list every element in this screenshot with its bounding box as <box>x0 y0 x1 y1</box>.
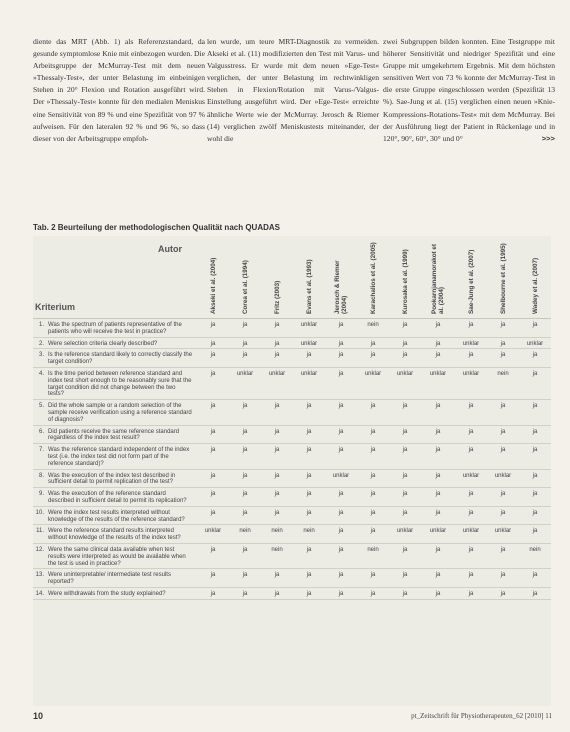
rating-cell: unklar <box>389 367 421 399</box>
rating-cell: ja <box>197 469 229 488</box>
table-row <box>33 488 551 507</box>
rating-cell: ja <box>229 425 261 444</box>
rating-cell: unklar <box>455 525 487 544</box>
author-name: Fritz (2003) <box>273 280 281 314</box>
table-row <box>33 367 551 399</box>
table-header-row <box>33 236 551 319</box>
criterion-text: Was the execution of the index test described in sufficient detail to permit replication of the test? <box>47 469 197 488</box>
rating-cell: ja <box>455 543 487 568</box>
rating-cell: ja <box>325 400 357 425</box>
rating-cell: nein <box>357 543 389 568</box>
criterion-text: Was the reference standard independent of the index test (i.e. the index test did not form part of the reference standard)? <box>47 444 197 469</box>
rating-cell: ja <box>293 569 325 588</box>
rating-cell: ja <box>519 425 551 444</box>
rating-cell: ja <box>487 337 519 349</box>
rating-cell: ja <box>261 319 293 338</box>
rating-cell: ja <box>519 569 551 588</box>
rating-cell: ja <box>197 543 229 568</box>
rating-cell: ja <box>455 569 487 588</box>
criterion-text: Did the whole sample or a random selection of the sample receive verification using a reference standard of diagnosis? <box>47 400 197 425</box>
rating-cell: nein <box>357 319 389 338</box>
rating-cell: ja <box>293 444 325 469</box>
criterion-text: Were selection criteria clearly described? <box>47 337 197 349</box>
rating-cell: ja <box>229 569 261 588</box>
rating-cell: ja <box>421 543 455 568</box>
rating-cell: ja <box>293 506 325 525</box>
rating-cell: ja <box>229 400 261 425</box>
criterion-number: 8. <box>33 469 47 488</box>
criterion-number: 1. <box>33 319 47 338</box>
rating-cell: ja <box>325 587 357 599</box>
rating-cell: ja <box>197 506 229 525</box>
rating-cell: ja <box>487 543 519 568</box>
rating-cell: ja <box>421 349 455 368</box>
table-row <box>33 587 551 599</box>
rating-cell: ja <box>325 506 357 525</box>
author-name: Evans et al. (1993) <box>305 259 313 314</box>
rating-cell: ja <box>455 349 487 368</box>
rating-cell: ja <box>229 319 261 338</box>
journal-footer: pt_Zeitschrift für Physiotherapeuten_62 [2010] 11 <box>411 712 552 720</box>
rating-cell: unklar <box>197 525 229 544</box>
rating-cell: ja <box>519 367 551 399</box>
autor-header-label: Autor <box>158 244 182 254</box>
criterion-text: Were uninterpretable/ intermediate test results reported? <box>47 569 197 588</box>
criterion-number: 6. <box>33 425 47 444</box>
criterion-text: Were withdrawals from the study explained? <box>47 587 197 599</box>
rating-cell: ja <box>487 425 519 444</box>
rating-cell: ja <box>455 400 487 425</box>
rating-cell: ja <box>325 569 357 588</box>
table-row <box>33 469 551 488</box>
rating-cell: ja <box>357 587 389 599</box>
rating-cell: ja <box>197 367 229 399</box>
rating-cell: unklar <box>293 367 325 399</box>
table-row <box>33 444 551 469</box>
rating-cell: ja <box>389 506 421 525</box>
rating-cell: ja <box>229 469 261 488</box>
criterion-number: 9. <box>33 488 47 507</box>
rating-cell: unklar <box>487 525 519 544</box>
rating-cell: ja <box>455 425 487 444</box>
rating-cell: ja <box>487 349 519 368</box>
quadas-table <box>33 236 551 600</box>
rating-cell: ja <box>389 349 421 368</box>
rating-cell: ja <box>325 488 357 507</box>
rating-cell: ja <box>389 319 421 338</box>
author-column-header <box>421 236 455 319</box>
text-paragraph: len wurde, um teure MRT-Diagnostik zu vermeiden. Akseki et al. (11) modifizierten den Test mit Varus- und Valgusstress. Er wurde mit dem neuen »Ege-Test« verglichen, der unter Belastung im rechtwinkligen Stehen in Flexion/Rotation mit Varus-/Valgus-Einstellung ausgeführt wird. Der »Ege-Test« erreichte ähnliche Werte wie der McMurray. Jerosch & Riemer (14) verglichen zwölf Meniskustests miteinander, der wohl die <box>207 37 379 143</box>
rating-cell: unklar <box>261 367 293 399</box>
rating-cell: ja <box>229 587 261 599</box>
rating-cell: ja <box>519 444 551 469</box>
rating-cell: ja <box>293 400 325 425</box>
rating-cell: ja <box>487 319 519 338</box>
author-column-header <box>229 236 261 319</box>
rating-cell: ja <box>357 525 389 544</box>
author-column-header <box>455 236 487 319</box>
rating-cell: nein <box>229 525 261 544</box>
table-row <box>33 569 551 588</box>
table-row <box>33 400 551 425</box>
criterion-text: Were the same clinical data available when test results were interpreted as would be available when the test is used in practice? <box>47 543 197 568</box>
rating-cell: ja <box>197 400 229 425</box>
criterion-number: 13. <box>33 569 47 588</box>
rating-cell: unklar <box>325 469 357 488</box>
rating-cell: ja <box>293 488 325 507</box>
text-paragraph-body: zwei Subgruppen bilden konnten. Eine Testgruppe mit höherer Sensitivität und niedriger Spezifität und eine Gruppe mit umgekehrtem Ergebnis. Mit dem höchsten sensitiven Wert von 73 % konnte der McMurray-Test in die erste Gruppe eingeschlossen werden (Spezifität 13 %). Sae-Jung et al. (15) verglichen einen neuen »Knie-Kompressions-Rotations-Test« mit dem McMurray. Bei der Ausführung liegt der Patient in Rückenlage und in 120°, 90°, 60°, 30° und 0° <box>383 37 555 143</box>
rating-cell: ja <box>421 488 455 507</box>
continued-marker: >>> <box>541 133 555 143</box>
rating-cell: ja <box>357 425 389 444</box>
criterion-text: Was the spectrum of patients representative of the patients who will receive the test in practice? <box>47 319 197 338</box>
rating-cell: ja <box>519 400 551 425</box>
criterion-text: Is the reference standard likely to correctly classify the target condition? <box>47 349 197 368</box>
text-paragraph: diente das MRT (Abb. 1) als Referenzstandard, da gesunde symptomlose Knie mit einbezogen wurden. Die Arbeitsgruppe der McMurray-Test mit dem neuen »Thessaly-Test«, der unter Belastung im einbeinigen Stehen in 20° Flexion und Rotation ausgeführt wird. Der »Thessaly-Test« konnte für den medialen Meniskus eine Sensitivität von 89 % und eine Spezifität von 97 % aufweisen. Für den lateralen 92 % und 96 %, so dass dieser von der Arbeitsgruppe empfoh- <box>33 37 205 143</box>
rating-cell: ja <box>519 488 551 507</box>
rating-cell: ja <box>389 488 421 507</box>
rating-cell: ja <box>325 349 357 368</box>
rating-cell: ja <box>519 319 551 338</box>
author-column-header <box>487 236 519 319</box>
table-row <box>33 319 551 338</box>
author-name: Jerosch & Riemer (2004) <box>334 260 348 314</box>
rating-cell: ja <box>357 337 389 349</box>
rating-cell: ja <box>197 337 229 349</box>
rating-cell: unklar <box>389 525 421 544</box>
rating-cell: ja <box>325 337 357 349</box>
rating-cell: ja <box>421 506 455 525</box>
author-name: Sae-Jung et al. (2007) <box>467 249 475 314</box>
criterion-number: 5. <box>33 400 47 425</box>
author-name: Pookarnjanamorakot et al. (2004) <box>431 244 445 314</box>
rating-cell: ja <box>229 349 261 368</box>
page-number: 10 <box>33 711 44 721</box>
rating-cell: ja <box>325 543 357 568</box>
table-row <box>33 349 551 368</box>
rating-cell: unklar <box>421 525 455 544</box>
author-column-header <box>389 236 421 319</box>
rating-cell: unklar <box>293 337 325 349</box>
quadas-table-container <box>33 236 551 706</box>
rating-cell: nein <box>261 543 293 568</box>
rating-cell: ja <box>421 400 455 425</box>
rating-cell: ja <box>421 337 455 349</box>
rating-cell: ja <box>389 425 421 444</box>
author-column-header <box>197 236 229 319</box>
rating-cell: ja <box>389 587 421 599</box>
rating-cell: nein <box>261 525 293 544</box>
table-row <box>33 525 551 544</box>
rating-cell: ja <box>229 488 261 507</box>
rating-cell: ja <box>229 444 261 469</box>
rating-cell: ja <box>421 319 455 338</box>
rating-cell: ja <box>261 587 293 599</box>
rating-cell: ja <box>455 587 487 599</box>
rating-cell: ja <box>325 525 357 544</box>
rating-cell: ja <box>455 488 487 507</box>
criterion-number: 3. <box>33 349 47 368</box>
rating-cell: ja <box>421 444 455 469</box>
rating-cell: unklar <box>487 469 519 488</box>
rating-cell: ja <box>455 444 487 469</box>
author-name: Corea et al. (1994) <box>241 260 249 314</box>
rating-cell: ja <box>261 337 293 349</box>
rating-cell: ja <box>421 587 455 599</box>
rating-cell: ja <box>357 569 389 588</box>
rating-cell: ja <box>197 444 229 469</box>
rating-cell: unklar <box>229 367 261 399</box>
rating-cell: ja <box>197 569 229 588</box>
author-column-header <box>519 236 551 319</box>
rating-cell: ja <box>519 349 551 368</box>
rating-cell: ja <box>357 469 389 488</box>
rating-cell: ja <box>357 444 389 469</box>
rating-cell: ja <box>197 425 229 444</box>
rating-cell: nein <box>293 525 325 544</box>
rating-cell: ja <box>261 349 293 368</box>
rating-cell: ja <box>389 444 421 469</box>
author-column-header <box>261 236 293 319</box>
criterion-text: Was the execution of the reference standard described in sufficient detail to permit its replication? <box>47 488 197 507</box>
rating-cell: ja <box>261 425 293 444</box>
rating-cell: ja <box>325 444 357 469</box>
criterion-number: 7. <box>33 444 47 469</box>
table-row <box>33 337 551 349</box>
rating-cell: ja <box>455 319 487 338</box>
rating-cell: nein <box>519 543 551 568</box>
rating-cell: ja <box>421 569 455 588</box>
text-column-3 <box>383 36 555 145</box>
rating-cell: ja <box>197 319 229 338</box>
author-name: Wadey et al. (2007) <box>531 257 539 314</box>
rating-cell: ja <box>421 425 455 444</box>
author-name: Akseki et al. (2004) <box>209 257 217 314</box>
rating-cell: ja <box>325 319 357 338</box>
rating-cell: ja <box>357 488 389 507</box>
criterion-number: 12. <box>33 543 47 568</box>
rating-cell: unklar <box>293 319 325 338</box>
rating-cell: ja <box>293 587 325 599</box>
kriterium-header-label: Kriterium <box>35 302 76 312</box>
table-row <box>33 425 551 444</box>
rating-cell: ja <box>357 400 389 425</box>
rating-cell: ja <box>519 525 551 544</box>
text-paragraph <box>383 36 555 145</box>
author-name: Shelbourne et al. (1995) <box>499 243 507 314</box>
criterion-number: 11. <box>33 525 47 544</box>
rating-cell: unklar <box>455 337 487 349</box>
rating-cell: ja <box>229 506 261 525</box>
rating-cell: ja <box>261 400 293 425</box>
rating-cell: ja <box>389 400 421 425</box>
text-column-1 <box>33 36 205 145</box>
rating-cell: ja <box>261 469 293 488</box>
rating-cell: ja <box>293 469 325 488</box>
rating-cell: ja <box>389 469 421 488</box>
rating-cell: ja <box>487 506 519 525</box>
criterion-number: 4. <box>33 367 47 399</box>
rating-cell: unklar <box>519 337 551 349</box>
rating-cell: ja <box>325 425 357 444</box>
rating-cell: ja <box>197 587 229 599</box>
rating-cell: ja <box>389 569 421 588</box>
author-name: Karachalios et al. (2005) <box>369 242 377 314</box>
rating-cell: ja <box>519 506 551 525</box>
rating-cell: ja <box>487 488 519 507</box>
rating-cell: ja <box>519 469 551 488</box>
criterion-text: Were the index test results interpreted without knowledge of the results of the reference standard? <box>47 506 197 525</box>
rating-cell: ja <box>519 587 551 599</box>
criterion-text: Were the reference standard results interpreted without knowledge of the results of the index test? <box>47 525 197 544</box>
rating-cell: unklar <box>455 469 487 488</box>
rating-cell: ja <box>197 488 229 507</box>
rating-cell: ja <box>293 425 325 444</box>
rating-cell: ja <box>357 506 389 525</box>
criterion-number: 2. <box>33 337 47 349</box>
rating-cell: unklar <box>455 367 487 399</box>
table-caption: Tab. 2 Beurteilung der methodologischen Qualität nach QUADAS <box>33 223 280 232</box>
rating-cell: ja <box>421 469 455 488</box>
author-column-header <box>325 236 357 319</box>
criterion-text: Did patients receive the same reference standard regardless of the index test result? <box>47 425 197 444</box>
rating-cell: ja <box>389 337 421 349</box>
rating-cell: ja <box>229 543 261 568</box>
table-row <box>33 506 551 525</box>
rating-cell: ja <box>455 506 487 525</box>
author-name: Kurosaka et al. (1999) <box>401 249 409 314</box>
text-column-2 <box>207 36 379 145</box>
author-column-header <box>293 236 325 319</box>
criterion-number: 10. <box>33 506 47 525</box>
rating-cell: ja <box>487 569 519 588</box>
rating-cell: nein <box>487 367 519 399</box>
rating-cell: ja <box>261 444 293 469</box>
rating-cell: ja <box>487 587 519 599</box>
criterion-number: 14. <box>33 587 47 599</box>
criterion-text: Is the time period between reference standard and index test short enough to be reasonably sure that the target condition did not change between the two tests? <box>47 367 197 399</box>
rating-cell: ja <box>229 337 261 349</box>
author-column-header <box>357 236 389 319</box>
rating-cell: ja <box>389 543 421 568</box>
rating-cell: ja <box>293 349 325 368</box>
rating-cell: ja <box>325 367 357 399</box>
rating-cell: ja <box>197 349 229 368</box>
table-row <box>33 543 551 568</box>
rating-cell: unklar <box>357 367 389 399</box>
rating-cell: ja <box>261 569 293 588</box>
rating-cell: ja <box>487 400 519 425</box>
rating-cell: ja <box>487 444 519 469</box>
table-body <box>33 319 551 600</box>
rating-cell: ja <box>357 349 389 368</box>
rating-cell: ja <box>293 543 325 568</box>
rating-cell: unklar <box>421 367 455 399</box>
rating-cell: ja <box>261 488 293 507</box>
rating-cell: ja <box>261 506 293 525</box>
